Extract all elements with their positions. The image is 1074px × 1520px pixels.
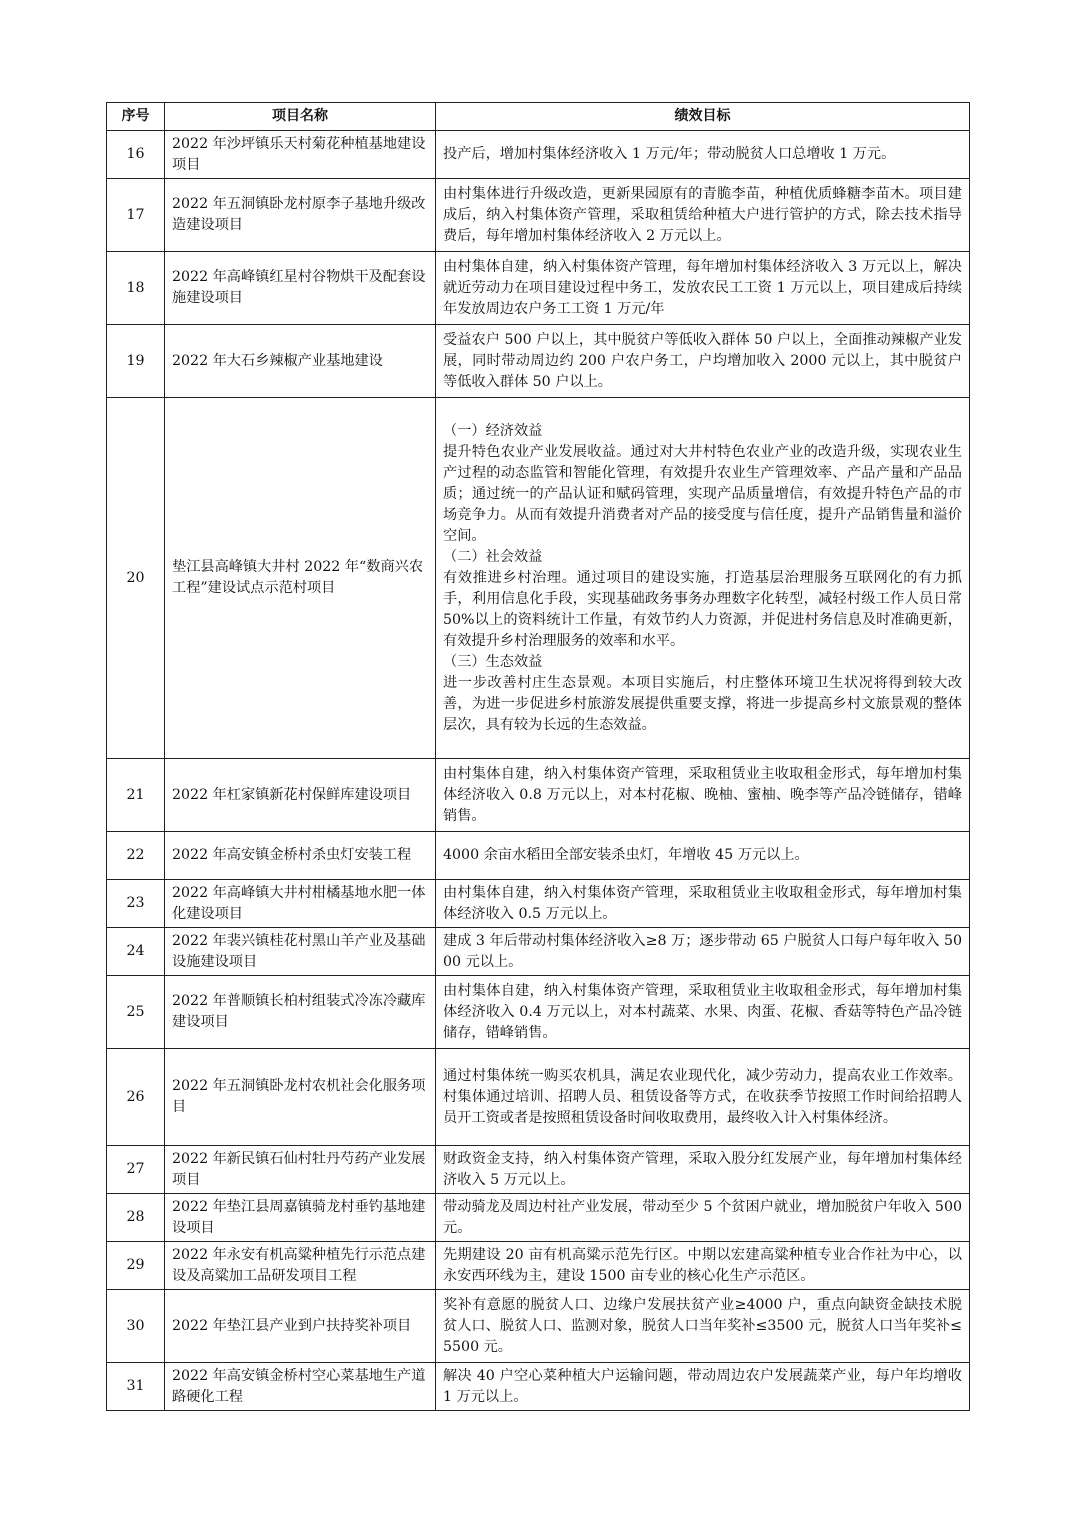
table-row — [107, 1363, 970, 1411]
goal-paragraph: 由村集体自建，纳入村集体资产管理，采取租赁业主收取租金形式，每年增加村集体经济收入 0.4 万元以上，对本村蔬菜、水果、肉蛋、花椒、香菇等特色产品冷链储存，错峰销售。 — [443, 982, 962, 1041]
row-performance-goal — [436, 1363, 970, 1411]
row-performance-goal — [436, 131, 970, 179]
goal-paragraph: 由村集体自建，纳入村集体资产管理，采取租赁业主收取租金形式，每年增加村集体经济收入 0.5 万元以上。 — [443, 884, 962, 922]
goal-paragraph: 解决 40 户空心菜种植大户运输问题，带动周边农户发展蔬菜产业，每户年均增收 1 万元以上。 — [443, 1367, 962, 1405]
row-serial-no: 20 — [107, 398, 165, 759]
row-performance-goal — [436, 1242, 970, 1290]
header-serial-no: 序号 — [107, 103, 165, 131]
goal-paragraph: 由村集体进行升级改造，更新果园原有的青脆李苗，种植优质蜂糖李苗木。项目建成后，纳入村集体资产管理，采取租赁给种植大户进行管护的方式，除去技术指导费后，每年增加村集体经济收入 2 万元以上。 — [443, 185, 962, 244]
row-serial-no: 17 — [107, 179, 165, 252]
row-serial-no: 23 — [107, 880, 165, 928]
row-serial-no: 24 — [107, 928, 165, 976]
table-row — [107, 252, 970, 325]
row-serial-no: 26 — [107, 1049, 165, 1146]
row-performance-goal — [436, 1146, 970, 1194]
row-serial-no: 21 — [107, 759, 165, 832]
row-project-name: 2022 年五洞镇卧龙村农机社会化服务项目 — [165, 1049, 436, 1146]
row-project-name: 2022 年高安镇金桥村杀虫灯安装工程 — [165, 832, 436, 880]
goal-paragraph: 进一步改善村庄生态景观。本项目实施后，村庄整体环境卫生状况将得到较大改善，为进一步促进乡村旅游发展提供重要支撑，将进一步提高乡村文旅景观的整体层次，具有较为长远的生态效益。 — [443, 674, 962, 733]
row-project-name: 垫江县高峰镇大井村 2022 年“数商兴农工程”建设试点示范村项目 — [165, 398, 436, 759]
row-performance-goal — [436, 1049, 970, 1146]
table-row — [107, 1049, 970, 1146]
table-row — [107, 1290, 970, 1363]
row-serial-no: 28 — [107, 1194, 165, 1242]
row-performance-goal — [436, 759, 970, 832]
row-performance-goal — [436, 1290, 970, 1363]
row-performance-goal — [436, 976, 970, 1049]
row-project-name: 2022 年垫江县周嘉镇骑龙村垂钓基地建设项目 — [165, 1194, 436, 1242]
row-performance-goal — [436, 179, 970, 252]
row-project-name: 2022 年杠家镇新花村保鲜库建设项目 — [165, 759, 436, 832]
row-performance-goal — [436, 252, 970, 325]
goal-paragraph: 奖补有意愿的脱贫人口、边缘户发展扶贫产业≥4000 户，重点向缺资金缺技术脱贫人口、脱贫人口、监测对象，脱贫人口当年奖补≤3500 元，脱贫人口当年奖补≤5500 元。 — [443, 1296, 962, 1355]
row-project-name: 2022 年沙坪镇乐天村菊花种植基地建设项目 — [165, 131, 436, 179]
goal-paragraph: （三）生态效益 — [443, 653, 543, 670]
header-project-name: 项目名称 — [165, 103, 436, 131]
row-project-name: 2022 年五洞镇卧龙村原李子基地升级改造建设项目 — [165, 179, 436, 252]
row-performance-goal — [436, 325, 970, 398]
row-serial-no: 25 — [107, 976, 165, 1049]
row-serial-no: 22 — [107, 832, 165, 880]
goal-paragraph: 4000 余亩水稻田全部安装杀虫灯，年增收 45 万元以上。 — [443, 847, 809, 863]
goal-paragraph: 财政资金支持，纳入村集体资产管理，采取入股分红发展产业，每年增加村集体经济收入 5 万元以上。 — [443, 1150, 962, 1188]
row-performance-goal — [436, 832, 970, 880]
table-row — [107, 325, 970, 398]
row-project-name: 2022 年新民镇石仙村牡丹芍药产业发展项目 — [165, 1146, 436, 1194]
row-serial-no: 16 — [107, 131, 165, 179]
row-performance-goal — [436, 1194, 970, 1242]
table-header-row — [107, 103, 970, 131]
goal-paragraph: （二）社会效益 — [443, 548, 543, 565]
table-row — [107, 1194, 970, 1242]
goal-paragraph: 由村集体自建，纳入村集体资产管理，采取租赁业主收取租金形式，每年增加村集体经济收入 0.8 万元以上，对本村花椒、晚柚、蜜柚、晚李等产品冷链储存，错峰销售。 — [443, 765, 962, 824]
table-row — [107, 1242, 970, 1290]
table-row — [107, 759, 970, 832]
row-project-name: 2022 年裴兴镇桂花村黑山羊产业及基础设施建设项目 — [165, 928, 436, 976]
row-project-name: 2022 年垫江县产业到户扶持奖补项目 — [165, 1290, 436, 1363]
table-row — [107, 131, 970, 179]
row-serial-no: 18 — [107, 252, 165, 325]
table-row — [107, 398, 970, 759]
row-serial-no: 27 — [107, 1146, 165, 1194]
row-serial-no: 30 — [107, 1290, 165, 1363]
goal-paragraph: 通过村集体统一购买农机具，满足农业现代化，减少劳动力，提高农业工作效率。村集体通过培训、招聘人员、租赁设备等方式，在收获季节按照工作时间给招聘人员开工资或者是按照租赁设备时间收取费用，最终收入计入村集体经济。 — [443, 1067, 962, 1126]
row-project-name: 2022 年普顺镇长柏村组装式冷冻冷藏库建设项目 — [165, 976, 436, 1049]
row-serial-no: 31 — [107, 1363, 165, 1411]
row-project-name: 2022 年永安有机高粱种植先行示范点建设及高粱加工品研发项目工程 — [165, 1242, 436, 1290]
row-performance-goal — [436, 398, 970, 759]
goal-paragraph: 先期建设 20 亩有机高粱示范先行区。中期以宏建高粱种植专业合作社为中心，以永安西环线为主，建设 1500 亩专业的核心化生产示范区。 — [443, 1246, 962, 1284]
goal-paragraph: 有效推进乡村治理。通过项目的建设实施，打造基层治理服务互联网化的有力抓手，利用信息化手段，实现基础政务事务办理数字化转型，减轻村级工作人员日常 50%以上的资料统计工作量，有效节约人力资源，并促进村务信息及时准确更新，有效提升乡村治理服务的效率和水平。 — [443, 569, 962, 649]
table-row — [107, 976, 970, 1049]
row-performance-goal — [436, 880, 970, 928]
table-row — [107, 179, 970, 252]
row-project-name: 2022 年高峰镇红星村谷物烘干及配套设施建设项目 — [165, 252, 436, 325]
goal-paragraph: 由村集体自建，纳入村集体资产管理，每年增加村集体经济收入 3 万元以上，解决就近劳动力在项目建设过程中务工，发放农民工工资 1 万元以上，项目建成后持续年发放周边农户务工工资 1 万元/年 — [443, 258, 962, 317]
row-serial-no: 29 — [107, 1242, 165, 1290]
row-serial-no: 19 — [107, 325, 165, 398]
goal-paragraph: （一）经济效益 — [443, 422, 543, 439]
header-performance-goal: 绩效目标 — [436, 103, 970, 131]
row-project-name: 2022 年大石乡辣椒产业基地建设 — [165, 325, 436, 398]
row-performance-goal — [436, 928, 970, 976]
goal-paragraph: 投产后，增加村集体经济收入 1 万元/年；带动脱贫人口总增收 1 万元。 — [443, 146, 896, 162]
table-row — [107, 928, 970, 976]
goal-paragraph: 提升特色农业产业发展收益。通过对大井村特色农业产业的改造升级，实现农业生产过程的动态监管和智能化管理，有效提升农业生产管理效率、产品产量和产品品质；通过统一的产品认证和赋码管理，实现产品质量增信，有效提升特色产品的市场竞争力。从而有效提升消费者对产品的接受度与信任度，提升产品销售量和溢价空间。 — [443, 443, 962, 544]
goal-paragraph: 带动骑龙及周边村社产业发展，带动至少 5 个贫困户就业，增加脱贫户年收入 500 元。 — [443, 1198, 962, 1236]
table-row — [107, 1146, 970, 1194]
goal-paragraph: 建成 3 年后带动村集体经济收入≥8 万；逐步带动 65 户脱贫人口每户每年收入 5000 元以上。 — [443, 932, 962, 970]
row-project-name: 2022 年高峰镇大井村柑橘基地水肥一体化建设项目 — [165, 880, 436, 928]
row-project-name: 2022 年高安镇金桥村空心菜基地生产道路硬化工程 — [165, 1363, 436, 1411]
table-row — [107, 832, 970, 880]
goal-paragraph: 受益农户 500 户以上，其中脱贫户等低收入群体 50 户以上，全面推动辣椒产业发展，同时带动周边约 200 户农户务工，户均增加收入 2000 元以上，其中脱贫户等低收入群体 50 户以上。 — [443, 331, 962, 390]
performance-goals-table — [106, 102, 970, 1411]
table-row — [107, 880, 970, 928]
table-body — [107, 131, 970, 1411]
